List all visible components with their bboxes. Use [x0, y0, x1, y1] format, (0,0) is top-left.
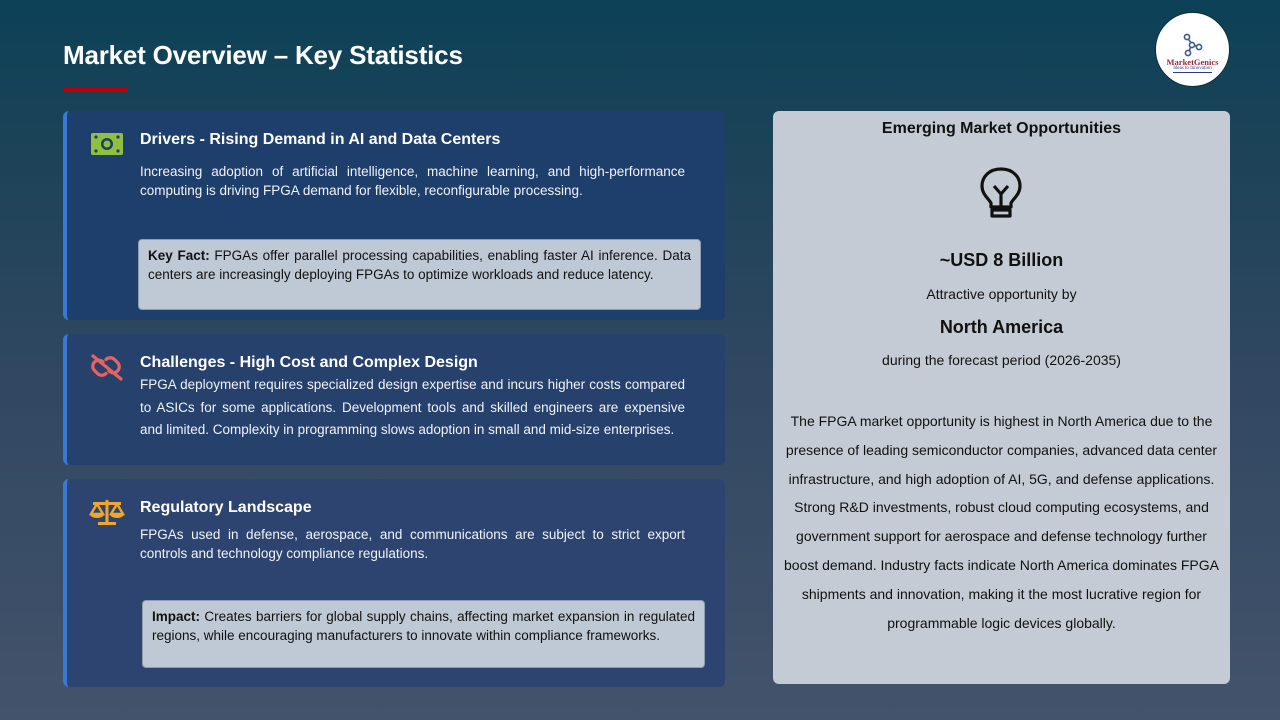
challenges-body: FPGA deployment requires specialized design expertise and incurs higher costs compared to ASICs for some applications. Development tools and skilled engineers are expensive and limited. Complexity in programming slows adoption in small and mid-size enterprises.	[140, 377, 685, 437]
key-fact-text: FPGAs offer parallel processing capabilities, enabling faster AI inference. Data centers are increasingly deploying FPGAs to optimize workloads and reduce latency.	[148, 248, 691, 282]
opportunity-panel	[773, 111, 1230, 684]
drivers-title: Drivers - Rising Demand in AI and Data Centers	[140, 131, 501, 148]
logo-tagline: Ideas to Innovation	[1173, 66, 1212, 71]
logo	[1155, 12, 1230, 87]
impact-label: Impact:	[152, 609, 201, 624]
impact-box	[142, 600, 705, 668]
challenges-title: Challenges - High Cost and Complex Design	[140, 354, 478, 371]
regulatory-body: FPGAs used in defense, aerospace, and communications are subject to strict export controls and technology compliance regulations.	[140, 527, 685, 561]
broken-link-icon	[89, 352, 125, 382]
balance-scale-icon	[89, 497, 125, 527]
opportunity-region: North America	[939, 317, 1064, 337]
drivers-card	[63, 111, 725, 320]
money-bill-icon	[89, 129, 125, 159]
title-underline	[64, 88, 128, 92]
drivers-body: Increasing adoption of artificial intelligence, machine learning, and high-performance computing is driving FPGA demand for flexible, reconfigurable processing.	[140, 164, 685, 198]
opportunity-title: Emerging Market Opportunities	[881, 120, 1122, 137]
regulatory-title: Regulatory Landscape	[140, 499, 312, 516]
logo-name: MarketGenics	[1166, 56, 1219, 67]
challenges-card	[63, 334, 725, 465]
molecule-network-icon	[1182, 33, 1204, 57]
key-fact-label: Key Fact:	[148, 248, 210, 263]
opportunity-value: ~USD 8 Billion	[939, 250, 1064, 270]
page-title: Market Overview – Key Statistics	[63, 40, 463, 70]
lightbulb-icon	[977, 165, 1025, 221]
opportunity-description: The FPGA market opportunity is highest in North America due to the presence of leading semiconductor companies, advanced data center infrastructure, and high adoption of AI, 5G, and defense applications. Strong R&D investments, robust cloud computing ecosystems, and government support for aerospace and defense technology further boost demand. Industry facts indicate North America dominates FPGA shipments and innovation, making it the most lucrative region for programmable logic devices globally.	[784, 413, 1219, 631]
forecast-period: during the forecast period (2026-2035)	[882, 352, 1121, 368]
impact-text: Creates barriers for global supply chains, affecting market expansion in regulated regions, while encouraging manufacturers to innovate within compliance frameworks.	[152, 609, 695, 643]
opportunity-subtitle: Attractive opportunity by	[926, 286, 1077, 302]
regulatory-card	[63, 479, 725, 687]
key-fact-box	[138, 239, 701, 310]
